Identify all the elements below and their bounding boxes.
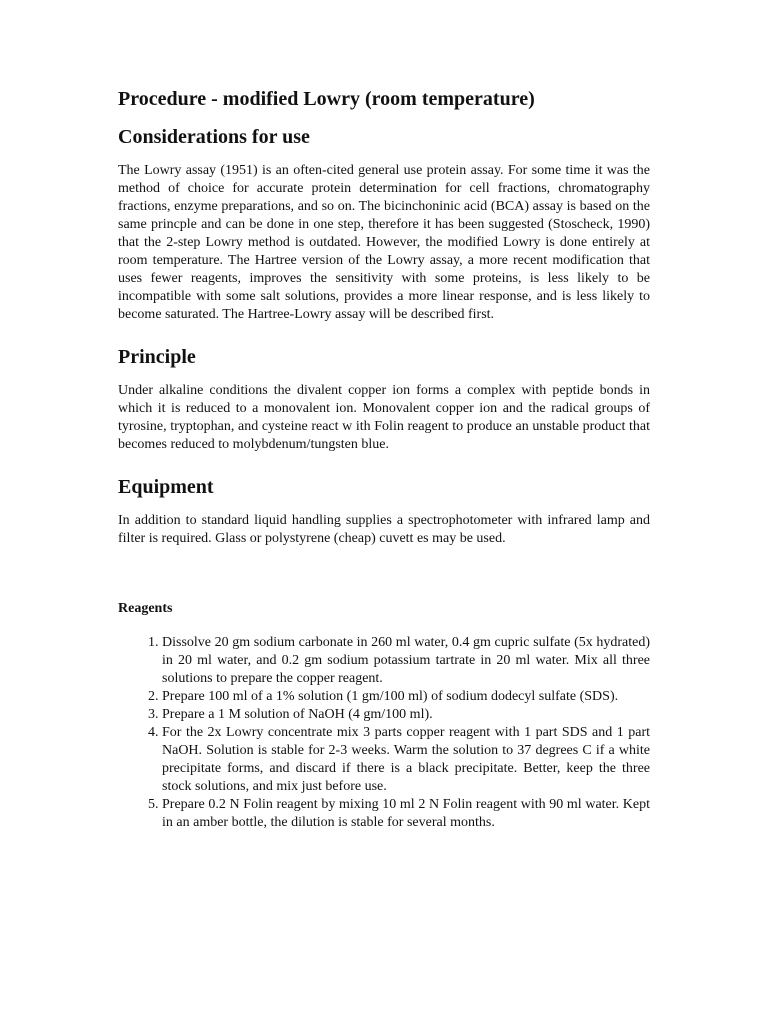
reagent-item: 2. Prepare 100 ml of a 1% solution (1 gm/100 ml) of sodium dodecyl sulfate (SDS). <box>162 688 650 706</box>
reagent-item: 5. Prepare 0.2 N Folin reagent by mixing 10 ml 2 N Folin reagent with 90 ml water. Kept in an amber bottle, the dilution is stable for several months. <box>162 796 650 832</box>
document-title: Procedure - modified Lowry (room temperature) <box>118 88 535 110</box>
heading-reagents: Reagents <box>118 601 173 616</box>
heading-considerations: Considerations for use <box>118 126 310 148</box>
reagent-item: 4. For the 2x Lowry concentrate mix 3 parts copper reagent with 1 part SDS and 1 part NaOH. Solution is stable for 2-3 weeks. Warm the solution to 37 degrees C if a white precipitate forms, and discard if there is a black precipitate. Better, keep the three stock solutions, and mix just before use. <box>162 724 650 796</box>
reagent-item: 1. Dissolve 20 gm sodium carbonate in 260 ml water, 0.4 gm cupric sulfate (5x hydrated) in 20 ml water, and 0.2 gm sodium potassium tartrate in 20 ml water. Mix all three solutions to prepare the copper reagent. <box>162 634 650 688</box>
heading-principle: Principle <box>118 346 196 368</box>
paragraph-equipment: In addition to standard liquid handling supplies a spectrophotometer with infrared lamp and filter is required. Glass or polystyrene (cheap) cuvett es may be used. <box>118 513 650 546</box>
reagent-list <box>118 634 650 832</box>
document-page <box>118 86 650 832</box>
paragraph-principle: Under alkaline conditions the divalent copper ion forms a complex with peptide bonds in which it is reduced to a monovalent ion. Monovalent copper ion and the radical groups of tyrosine, tryptophan, and cysteine react w ith Folin reagent to produce an unstable product that becomes reduced to molybdenum/tungsten blue. <box>118 383 650 452</box>
paragraph-considerations: The Lowry assay (1951) is an often-cited general use protein assay. For some time it was the method of choice for accurate protein determination for cell fractions, chromatography fractions, enzyme preparations, and so on. The bicinchoninic acid (BCA) assay is based on the same princple and can be done in one step, therefore it has been suggested (Stoscheck, 1990) that the 2-step Lowry method is outdated. However, the modified Lowry is done entirely at room temperature. The Hartree version of the Lowry assay, a more recent modification that uses fewer reagents, improves the sensitivity with some proteins, is less likely to be incompatible with some salt solutions, provides a more linear response, and is less likely to become saturated. The Hartree-Lowry assay will be described first. <box>118 163 650 322</box>
reagent-item: 3. Prepare a 1 M solution of NaOH (4 gm/100 ml). <box>162 706 650 724</box>
heading-equipment: Equipment <box>118 476 214 498</box>
